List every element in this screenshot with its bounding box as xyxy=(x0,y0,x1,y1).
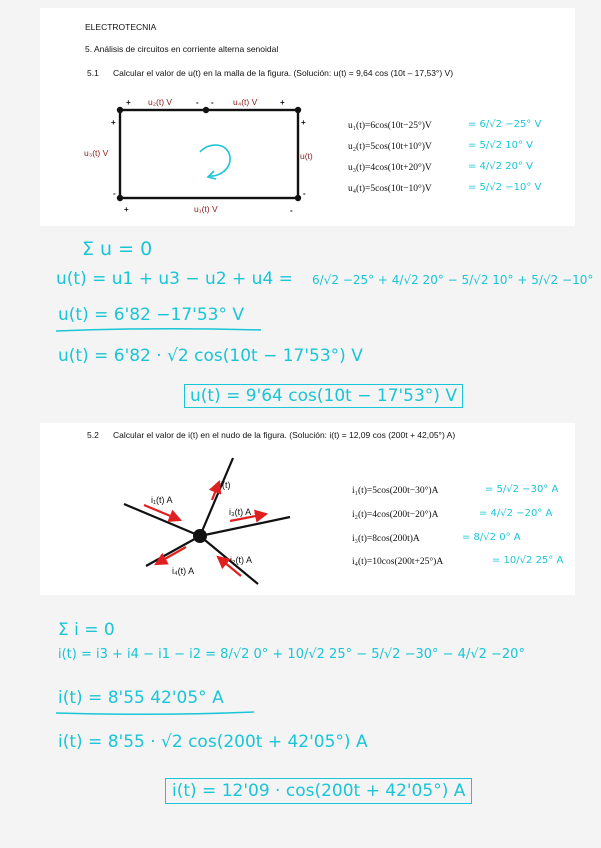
phasor-i2: = 4/√2 −20° A xyxy=(479,508,553,519)
label-u3: u₃(t) V xyxy=(84,148,109,158)
phasor-i4: = 10/√2 25° A xyxy=(492,555,564,566)
label-i3: i₃(t) A xyxy=(229,507,252,517)
label-u4: u₄(t) V xyxy=(233,97,258,107)
plus-sign: + xyxy=(111,118,116,127)
label-i2: i₂(t) A xyxy=(230,555,252,565)
minus-sign: - xyxy=(211,98,214,107)
branch-i3 xyxy=(200,517,290,536)
phasor-u2: = 5/√2 10° V xyxy=(468,140,533,151)
minus-sign: - xyxy=(196,98,199,107)
node-dot xyxy=(295,195,301,201)
node-dot xyxy=(117,195,123,201)
loop-direction-arrow xyxy=(200,145,230,176)
u-phasor-underline xyxy=(56,327,266,335)
i-final-result: i(t) = 12'09 · cos(200t + 42'05°) A xyxy=(165,778,472,804)
arrow-i1 xyxy=(144,505,180,520)
label-u: u(t) xyxy=(300,151,313,161)
problem-2-number: 5.2 xyxy=(87,430,99,440)
mesh-circuit xyxy=(78,92,328,220)
label-i1: i₁(t) A xyxy=(151,495,173,505)
label-i4: i₄(t) A xyxy=(172,566,195,576)
problem-2-statement: Calcular el valor de i(t) en el nudo de la figura. (Solución: i(t) = 12,09 cos (200t + 42,05°) A) xyxy=(113,430,456,440)
problem-1-statement: Calcular el valor de u(t) en la malla de la figura. (Solución: u(t) = 9,64 cos (10t – 17,53°) V) xyxy=(113,68,454,78)
i-phasor-result: i(t) = 8'55 42'05° A xyxy=(58,688,224,708)
doc-header: ELECTROTECNIA xyxy=(85,22,157,32)
section-title: 5. Análisis de circuitos en corriente alterna senoidal xyxy=(85,44,279,54)
u-sum-expression: u(t) = u1 + u3 − u2 + u4 = xyxy=(56,269,293,289)
problem-1-number: 5.1 xyxy=(87,68,99,78)
u-final-result: u(t) = 9'64 cos(10t − 17'53°) V xyxy=(184,384,463,408)
minus-sign: - xyxy=(113,189,116,198)
i-phasor-underline xyxy=(56,710,256,718)
node-center xyxy=(193,529,207,543)
equation-u2: u₂(t)=5cos(10t+10°)V xyxy=(348,142,432,152)
equation-i2: i₂(t)=4cos(200t−20°)A xyxy=(352,510,439,520)
branch-i1 xyxy=(124,504,200,536)
equation-i3: i₃(t)=8cos(200t)A xyxy=(352,534,420,544)
i-time-expression: i(t) = 8'55 · √2 cos(200t + 42'05°) A xyxy=(58,732,368,752)
equation-i1: i₁(t)=5cos(200t−30°)A xyxy=(352,486,439,496)
phasor-u1: = 6/√2 −25° V xyxy=(468,119,542,130)
node-dot xyxy=(117,107,123,113)
phasor-i3: = 8/√2 0° A xyxy=(462,532,521,543)
equation-u4: u₄(t)=5cos(10t−10°)V xyxy=(348,184,432,194)
node-dot xyxy=(295,107,301,113)
u-phasor-result: u(t) = 6'82 −17'53° V xyxy=(58,305,244,325)
i-sum-expression: i(t) = i3 + i4 − i1 − i2 = 8/√2 0° + 10/√2 25° − 5/√2 −30° − 4/√2 −20° xyxy=(58,647,525,662)
label-u2: u₂(t) V xyxy=(148,97,173,107)
node-diagram xyxy=(118,448,298,588)
minus-sign: - xyxy=(303,189,306,198)
phasor-u4: = 5/√2 −10° V xyxy=(468,182,542,193)
plus-sign: + xyxy=(126,98,131,107)
node-dot xyxy=(203,107,209,113)
plus-sign: + xyxy=(124,205,129,214)
label-u1: u₁(t) V xyxy=(194,204,218,214)
branch-i xyxy=(200,458,233,536)
equation-u3: u₃(t)=4cos(10t+20°)V xyxy=(348,163,432,173)
u-time-expression: u(t) = 6'82 · √2 cos(10t − 17'53°) V xyxy=(58,346,363,366)
phasor-i1: = 5/√2 −30° A xyxy=(485,484,559,495)
minus-sign: - xyxy=(290,206,293,215)
branch-i4 xyxy=(146,536,200,566)
mesh-wire xyxy=(120,110,298,198)
loop-arrow-head xyxy=(208,171,216,179)
arrow-i4 xyxy=(156,547,186,564)
equation-i4: i₄(t)=10cos(200t+25°)A xyxy=(352,557,444,567)
phasor-u3: = 4/√2 20° V xyxy=(468,161,533,172)
equation-u1: u₁(t)=6cos(10t−25°)V xyxy=(348,121,432,131)
label-i: i(t) xyxy=(220,480,231,490)
u-sum-terms: 6/√2 −25° + 4/√2 20° − 5/√2 10° + 5/√2 −10° xyxy=(312,273,594,287)
kcl-equation: Σ i = 0 xyxy=(58,620,115,640)
plus-sign: + xyxy=(280,98,285,107)
plus-sign: + xyxy=(301,118,306,127)
kvl-equation: Σ u = 0 xyxy=(82,238,153,260)
